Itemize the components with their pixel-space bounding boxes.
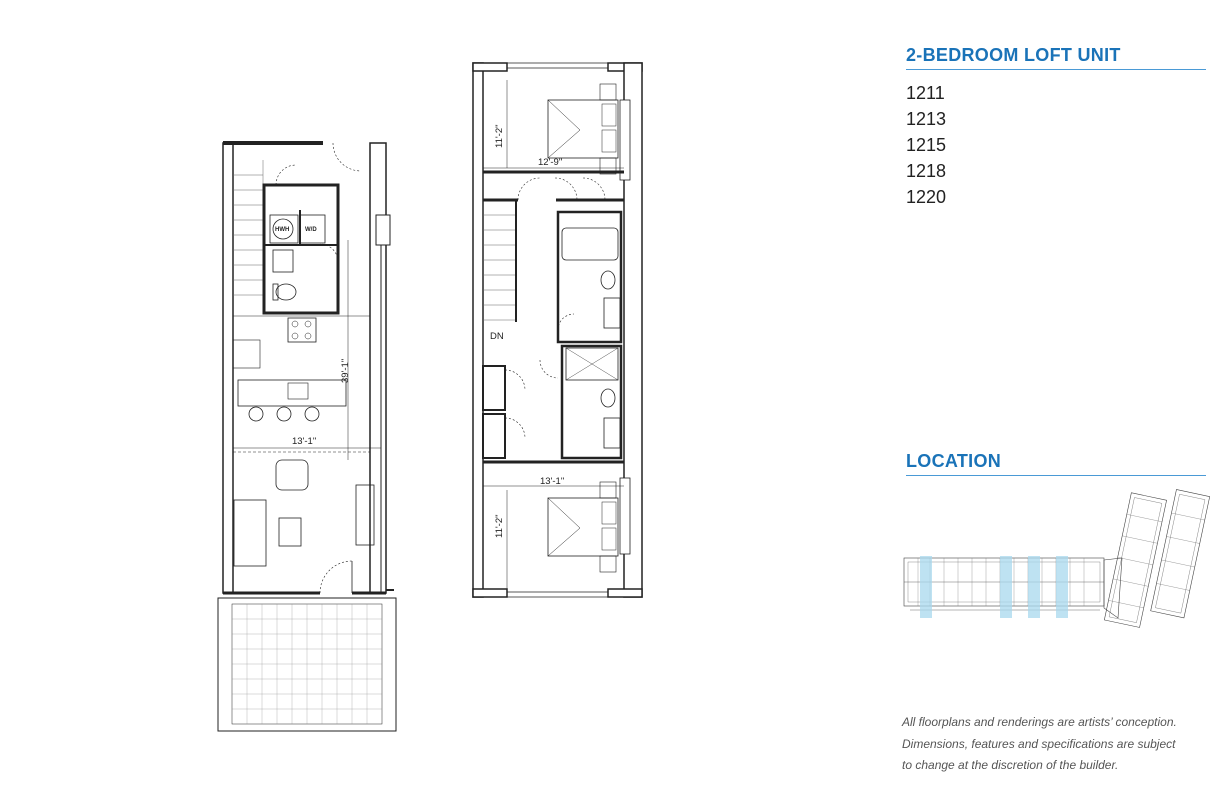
lower-depth-dimension: 39'-1": [340, 358, 351, 383]
washer-dryer-label: W/D: [305, 227, 317, 233]
bed1-depth-dimension: 11'-2": [494, 124, 505, 148]
bed2-width-dimension: 13'-1": [540, 476, 565, 487]
unit-number-list: [906, 80, 946, 210]
bed1-width-dimension: 12'-9": [538, 157, 563, 168]
water-heater-label: HWH: [275, 227, 290, 233]
unit-number: 1218: [906, 161, 947, 181]
disclaimer: [902, 712, 1212, 777]
unit-number: 1213: [906, 109, 947, 129]
unit-title: 2-BEDROOM LOFT UNIT: [906, 45, 1206, 70]
upper-floor-plan: [473, 63, 642, 597]
unit-number: 1220: [906, 187, 947, 207]
bed2-depth-dimension: 11'-2": [494, 514, 505, 538]
lower-width-dimension: 13'-1": [292, 436, 317, 447]
stair-down-label: DN: [490, 331, 504, 342]
location-key-map: [900, 488, 1210, 648]
unit-number: 1211: [906, 83, 945, 103]
disclaimer-line: All floorplans and renderings are artists’ conception.: [902, 715, 1177, 729]
disclaimer-line: Dimensions, features and specifications are subject: [902, 736, 1176, 751]
disclaimer-line: to change at the discretion of the builder.: [902, 758, 1119, 772]
unit-number: 1215: [906, 135, 947, 155]
lower-floor-plan: [218, 143, 396, 731]
location-title: LOCATION: [906, 451, 1206, 476]
